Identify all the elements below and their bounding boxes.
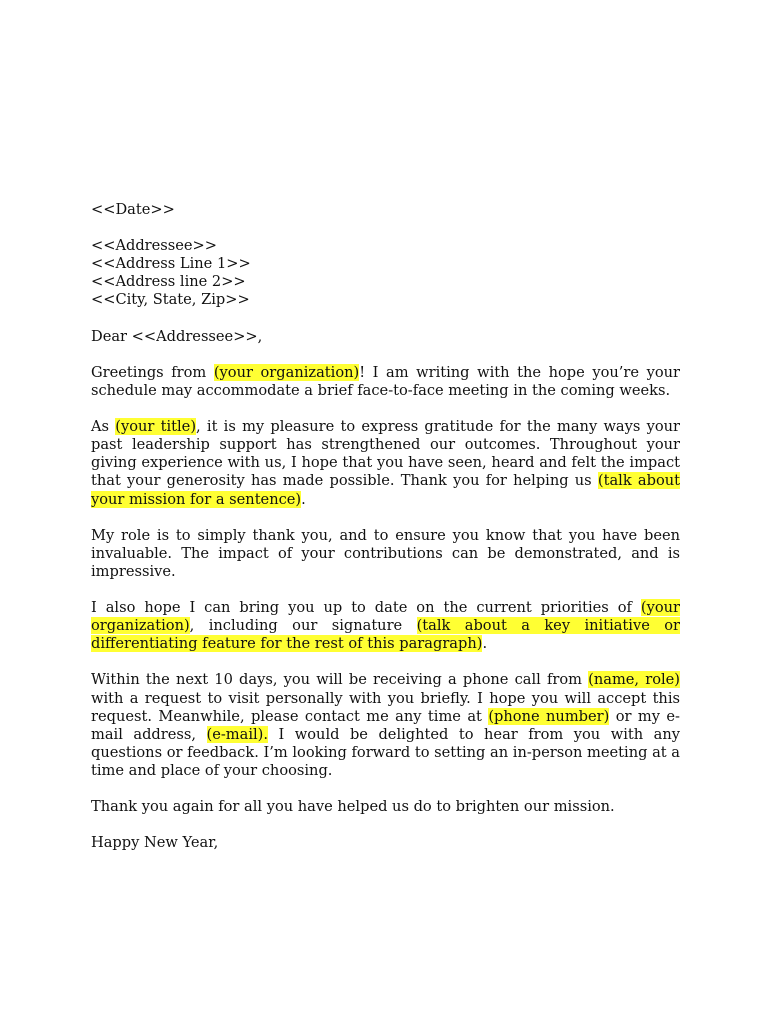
- placeholder-highlight: (your organization): [91, 599, 680, 635]
- address-line-1: <<Address Line 1>>: [91, 255, 251, 273]
- address-city-state-zip: <<City, State, Zip>>: [91, 291, 250, 309]
- paragraph-phone-call: [91, 671, 680, 780]
- paragraph-text: , including our signature: [189, 617, 417, 635]
- paragraph-text: with a request to visit personally with you briefly. I hope you will accept this request. Meanwhile, please contact me any time at: [91, 689, 680, 725]
- placeholder-highlight: (talk about your mission for a sentence): [91, 472, 680, 508]
- salutation: Dear <<Addressee>>,: [91, 327, 263, 345]
- paragraph-greeting: [91, 364, 680, 400]
- paragraph-text: I also hope I can bring you up to date on the current priorities of: [91, 599, 641, 617]
- date-line: <<Date>>: [91, 201, 175, 218]
- placeholder-highlight: (name, role): [588, 671, 680, 689]
- address-line-2: <<Address line 2>>: [91, 273, 246, 291]
- paragraph-text: I would be delighted to hear from you with any questions or feedback. I’m looking forward to setting an in-person meeting at a time and place of your choosing.: [91, 725, 680, 779]
- placeholder-highlight: (your organization): [213, 363, 360, 381]
- paragraph-text: , it is my pleasure to express gratitude for the many ways your past leadership support has strengthened our outcomes. Throughout your giving experience with us, I hope that you have seen, heard and felt the impact that your generosity has made possible. Thank you for helping us: [91, 418, 681, 490]
- address-block: [91, 237, 680, 309]
- paragraph-text: Greetings from: [91, 363, 214, 381]
- paragraph-priorities: [91, 599, 680, 653]
- paragraph-role: My role is to simply thank you, and to ensure you know that you have been invaluable. The impact of your contributions can be demonstrated, and is impressive.: [91, 526, 680, 580]
- paragraph-text: Within the next 10 days, you will be receiving a phone call from: [91, 671, 589, 689]
- letter-body: [91, 201, 680, 870]
- paragraph-gratitude: [91, 418, 680, 508]
- placeholder-highlight: (e-mail).: [206, 725, 268, 743]
- address-addressee: <<Addressee>>: [91, 237, 217, 255]
- paragraph-text: .: [301, 490, 306, 508]
- placeholder-highlight: (your title): [115, 418, 197, 436]
- paragraph-text: As: [91, 418, 116, 436]
- placeholder-highlight: (talk about a key initiative or differentiating feature for the rest of this paragraph): [91, 617, 681, 653]
- closing: Happy New Year,: [91, 834, 219, 852]
- paragraph-text: ! I am writing with the hope you’re your schedule may accommodate a brief face-to-face meeting in the coming weeks.: [91, 363, 680, 399]
- paragraph-thanks: Thank you again for all you have helped us do to brighten our mission.: [91, 798, 615, 816]
- paragraph-text: .: [482, 635, 488, 653]
- placeholder-highlight: (phone number): [488, 707, 610, 725]
- paragraph-text: or my e-mail address,: [91, 707, 680, 743]
